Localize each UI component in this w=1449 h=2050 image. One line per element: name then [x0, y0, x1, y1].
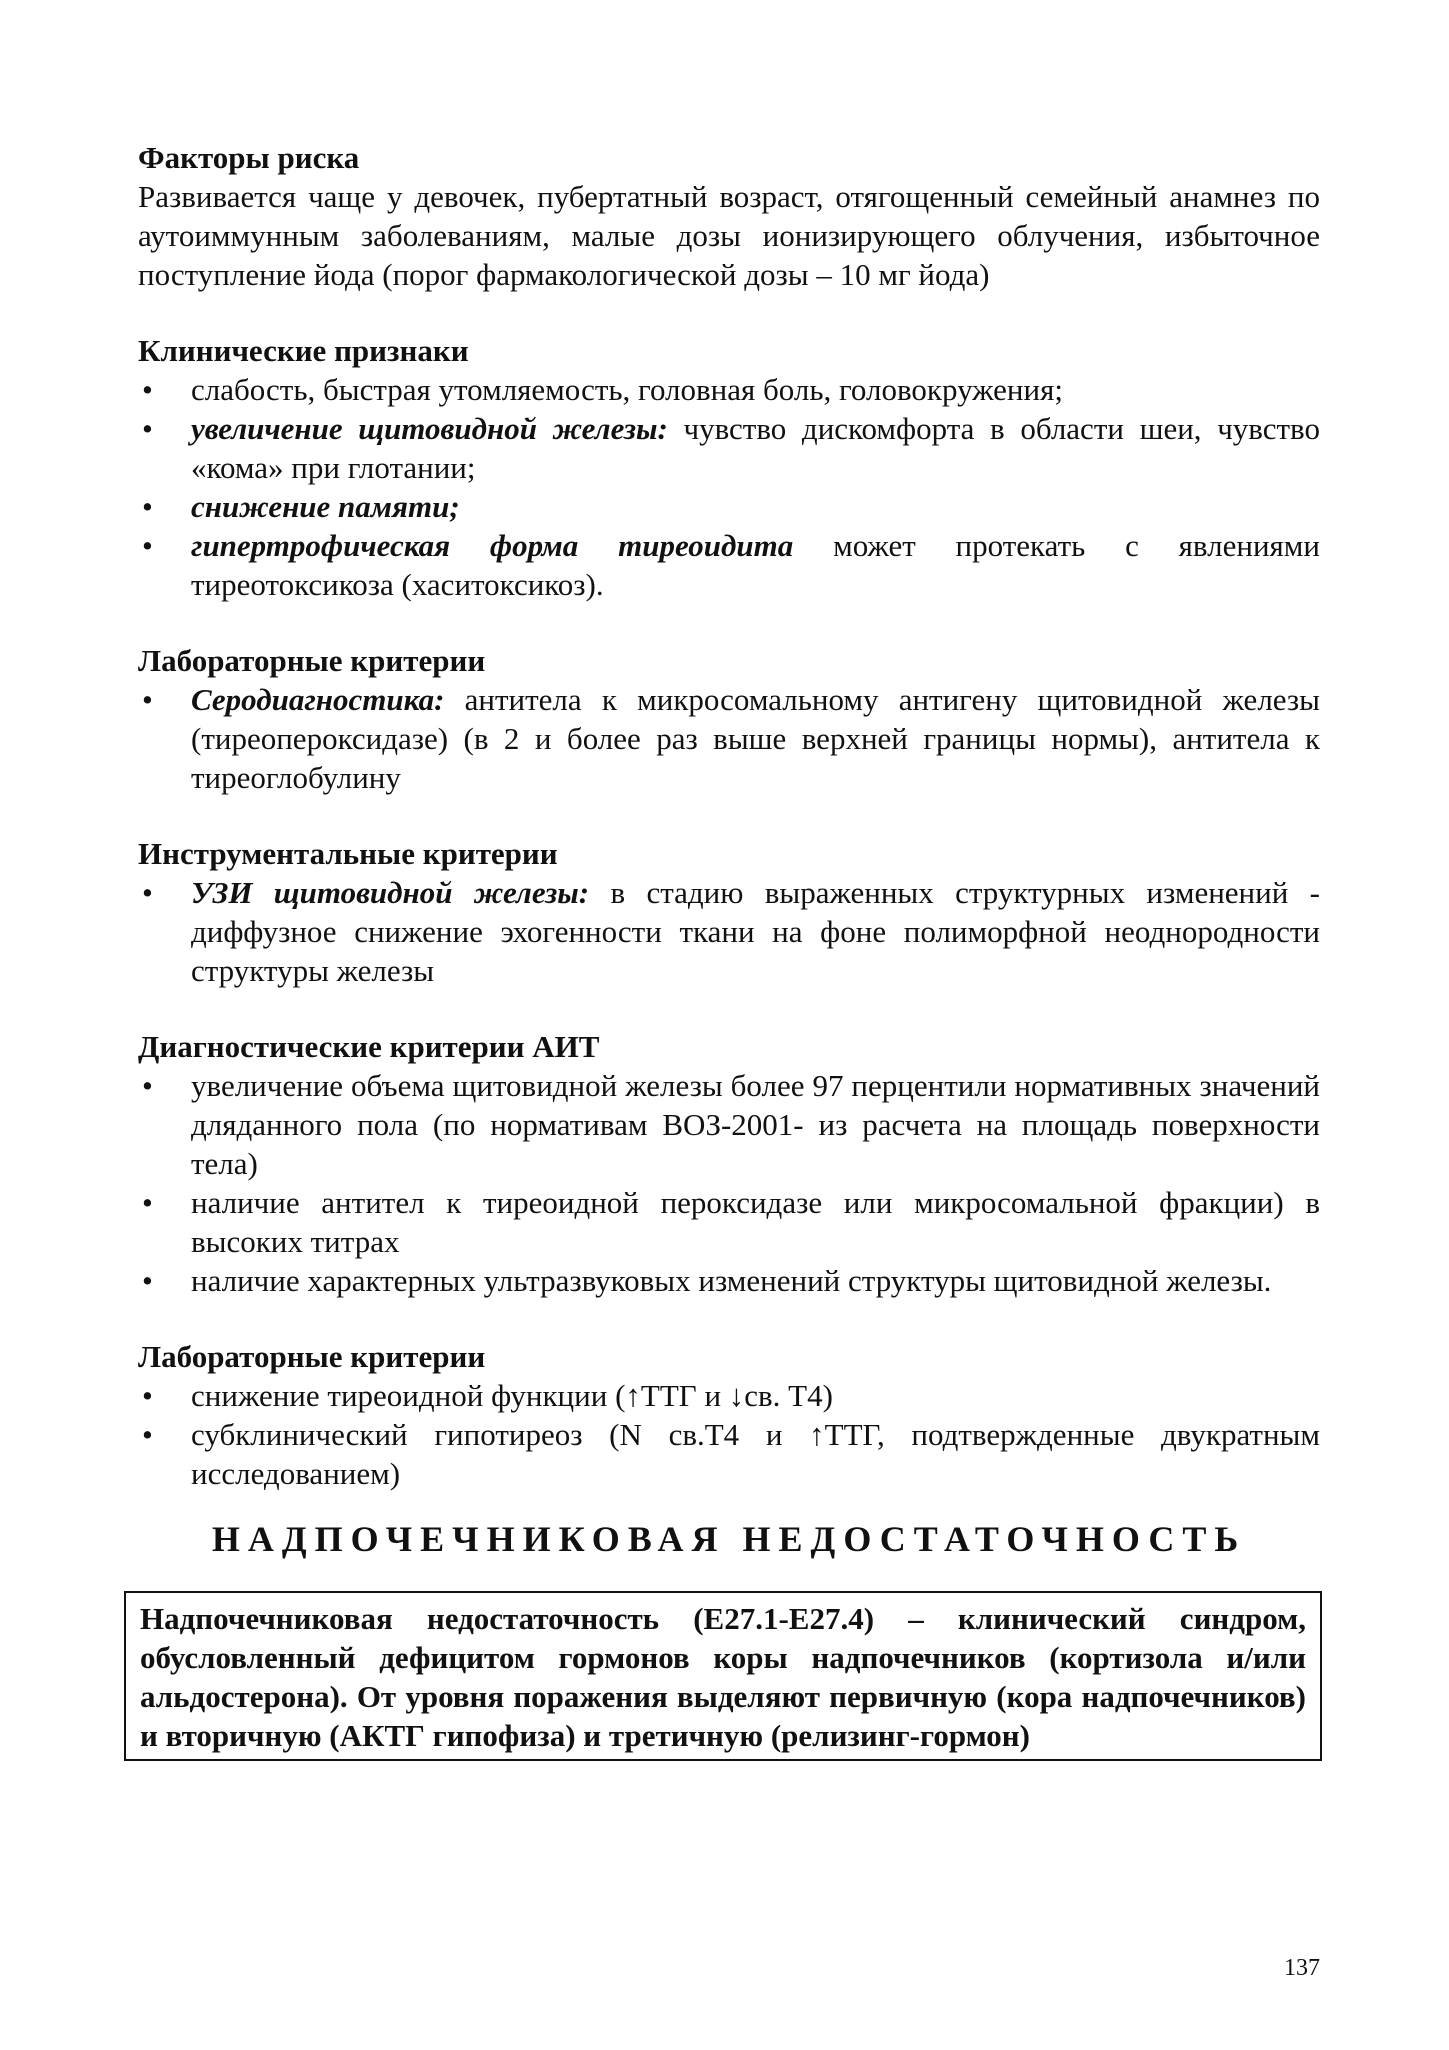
section-heading: Лабораторные критерии — [138, 1339, 486, 1374]
bullet-list — [138, 370, 1320, 604]
list-item: • УЗИ щитовидной железы: в стадию выраженных структурных изменений - диффузное снижение эхогенности ткани на фоне полиморфной неоднородности структуры железы — [142, 875, 1320, 988]
bullet-icon: • — [142, 528, 153, 563]
definition-box — [124, 1591, 1322, 1761]
section-paragraph: Развивается чаще у девочек, пубертатный возраст, отягощенный семейный анамнез по аутоиммунным заболеваниям, малые дозы ионизирующего облучения, избыточное поступление йода (порог фармакологической дозы – 10 мг йода) — [138, 179, 1320, 292]
section-heading: Диагностические критерии АИТ — [138, 1029, 600, 1064]
bullet-icon: • — [142, 372, 153, 407]
section-diagnostic-criteria — [138, 1027, 1320, 1300]
bullet-icon: • — [142, 682, 153, 717]
section-heading: Клинические признаки — [138, 333, 469, 368]
list-item: • снижение тиреоидной функции (↑ТТГ и ↓св. Т4) — [142, 1378, 833, 1413]
definition-text: Надпочечниковая недостаточность (Е27.1-Е27.4) – клинический синдром, обусловленный дефицитом гормонов коры надпочечников (кортизола и/или альдостерона). От уровня поражения выделяют первичную (кора надпочечников) и вторичную (АКТГ гипофиза) и третичную (релизинг-гормон) — [140, 1601, 1306, 1753]
section-lab-criteria-2 — [138, 1337, 1320, 1493]
bullet-icon: • — [142, 1068, 153, 1103]
bullet-list — [138, 1066, 1320, 1300]
list-item: • слабость, быстрая утомляемость, головная боль, головокружения; — [142, 372, 1063, 407]
section-risk-factors — [138, 138, 1320, 294]
list-item: • увеличение объема щитовидной железы более 97 перцентили нормативных значений дляданного пола (по нормативам ВОЗ-2001- из расчета на площадь поверхности тела) — [142, 1068, 1320, 1181]
bullet-icon: • — [142, 1378, 153, 1413]
bullet-icon: • — [142, 1263, 153, 1298]
section-heading: Лабораторные критерии — [138, 643, 486, 678]
list-item: • наличие характерных ультразвуковых изменений структуры щитовидной железы. — [142, 1263, 1272, 1298]
bullet-icon: • — [142, 411, 153, 446]
list-item: • гипертрофическая форма тиреоидита может протекать с явлениями тиреотоксикоза (хаситоксикоз). — [142, 528, 1320, 602]
section-clinical-signs — [138, 331, 1320, 604]
section-instrumental-criteria — [138, 834, 1320, 990]
list-item: • Серодиагностика: антитела к микросомальному антигену щитовидной железы (тиреопероксидазе) (в 2 и более раз выше верхней границы нормы), антитела к тиреоглобулину — [142, 682, 1320, 795]
bullet-icon: • — [142, 489, 153, 524]
section-lab-criteria — [138, 641, 1320, 797]
bullet-list — [138, 873, 1320, 990]
page-number: 137 — [1284, 1955, 1320, 1981]
document-page — [138, 138, 1320, 1761]
list-item: • субклинический гипотиреоз (N св.Т4 и ↑ТТГ, подтвержденные двукратным исследованием) — [142, 1417, 1320, 1491]
list-item: • снижение памяти; — [142, 489, 460, 524]
section-heading: Факторы риска — [138, 140, 360, 175]
bullet-icon: • — [142, 1185, 153, 1220]
bullet-list — [138, 680, 1320, 797]
bullet-icon: • — [142, 1417, 153, 1452]
list-item: • увеличение щитовидной железы: чувство дискомфорта в области шеи, чувство «кома» при глотании; — [142, 411, 1320, 485]
bullet-icon: • — [142, 875, 153, 910]
section-heading: Инструментальные критерии — [138, 836, 558, 871]
chapter-title: НАДПОЧЕЧНИКОВАЯ НЕДОСТАТОЧНОСТЬ — [211, 1519, 1247, 1559]
bullet-list — [138, 1376, 1320, 1493]
list-item: • наличие антител к тиреоидной пероксидазе или микросомальной фракции) в высоких титрах — [142, 1185, 1320, 1259]
